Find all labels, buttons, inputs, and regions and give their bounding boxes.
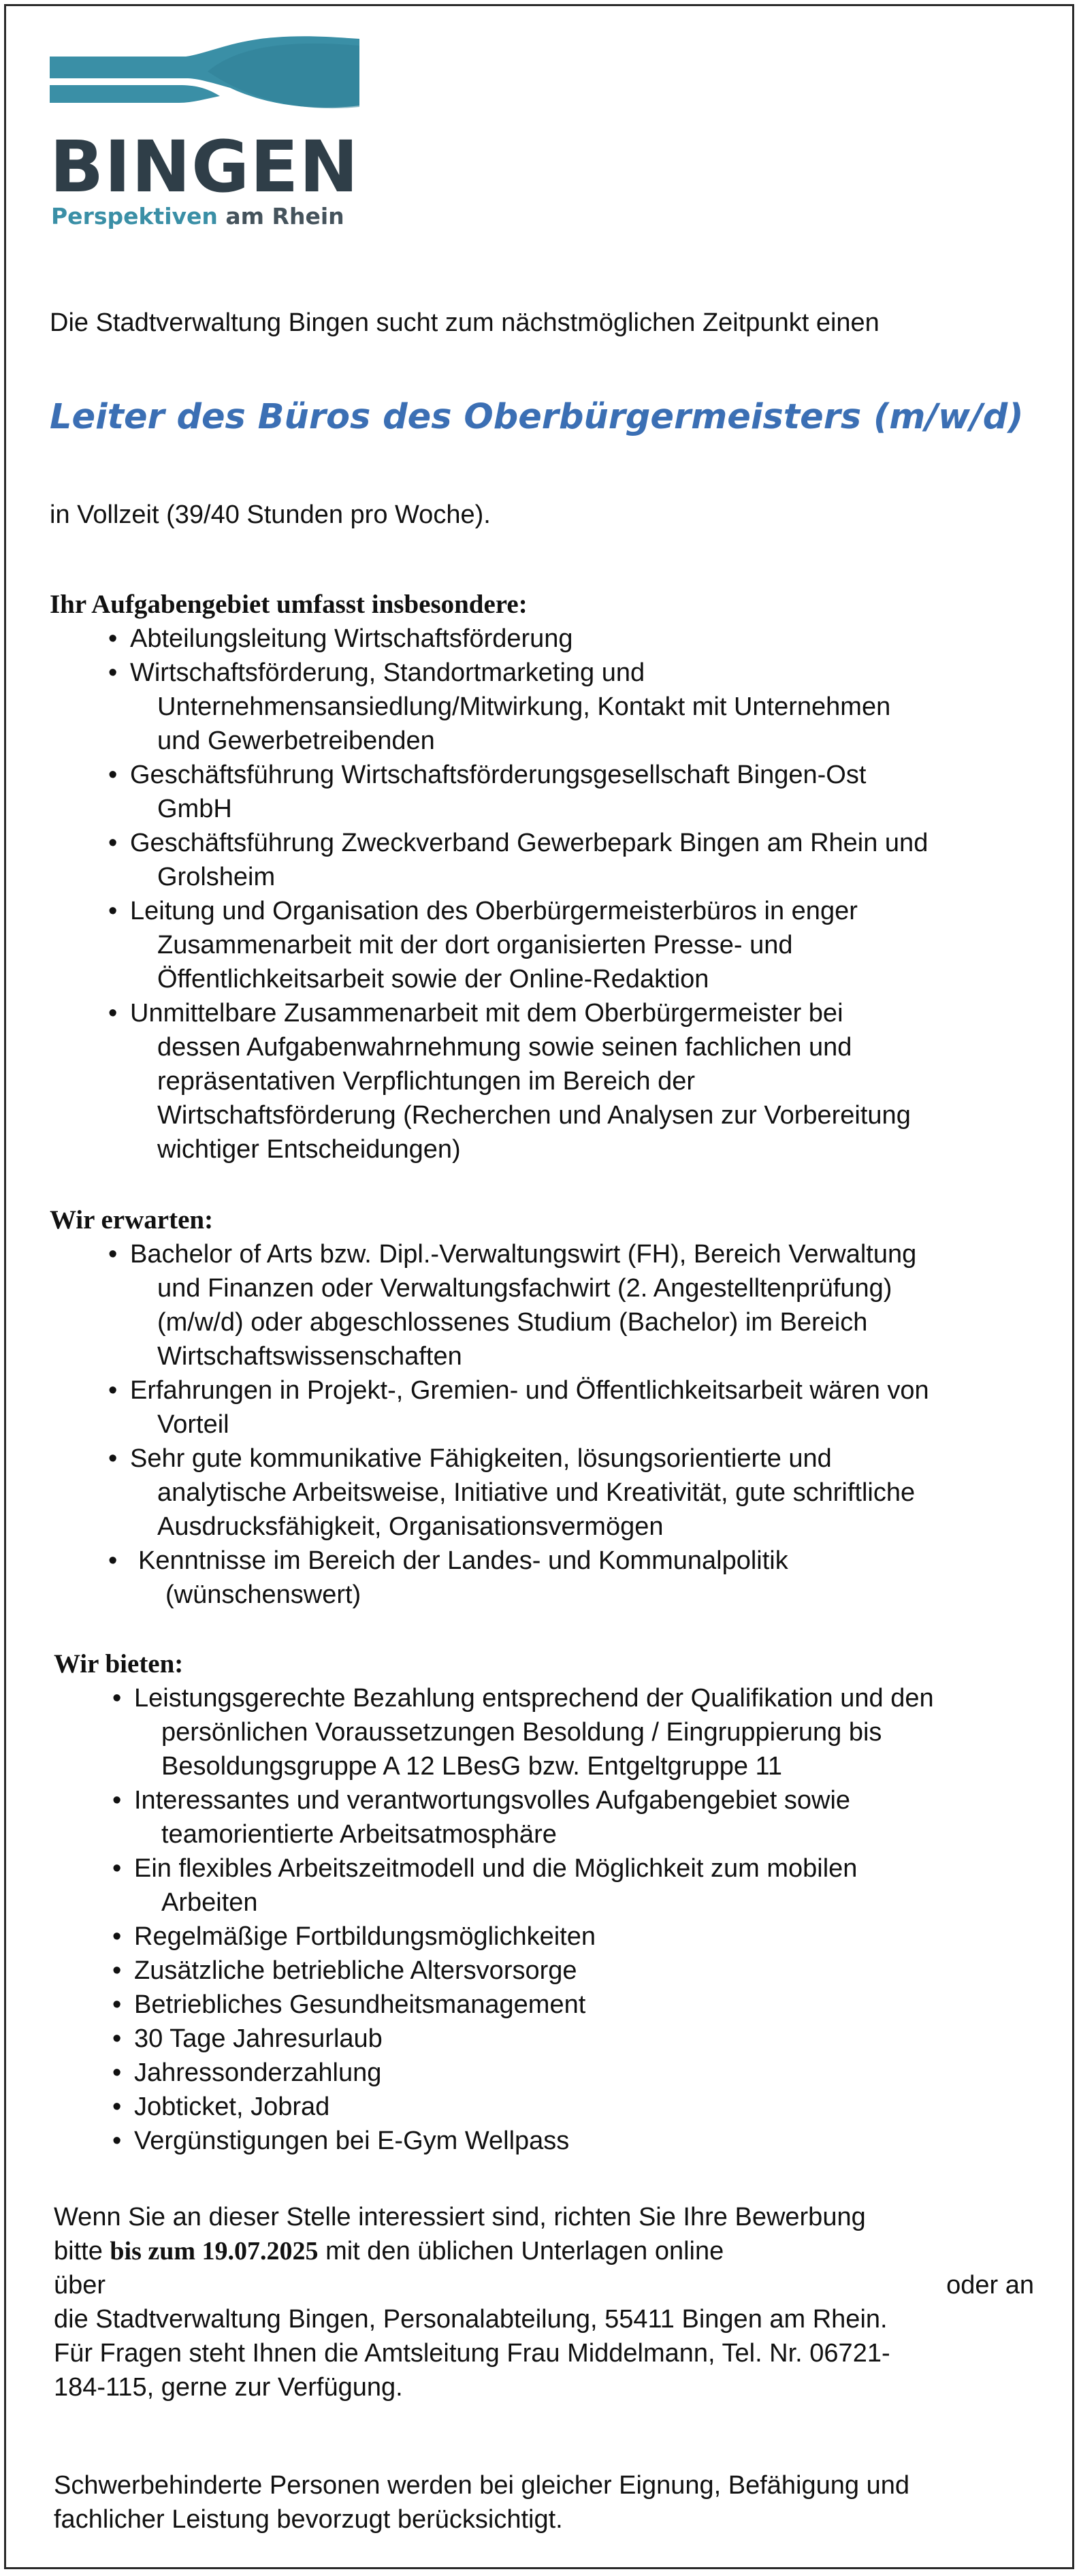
tasks-list xyxy=(108,622,1061,1166)
bingen-logo xyxy=(50,31,363,235)
expect-heading: Wir erwarten: xyxy=(50,1205,214,1235)
logo-swoosh-icon xyxy=(50,31,363,119)
expect-list xyxy=(108,1237,1061,1612)
application-line-2: bitte bis zum 19.07.2025 mit den üblichen Unterlagen online xyxy=(54,2237,724,2265)
application-line-1: Wenn Sie an dieser Stelle interessiert sind, richten Sie Ihre Bewerbung xyxy=(54,2203,866,2231)
list-item: • Leitung und Organisation des Oberbürgermeisterbüros in enger Zusammenarbeit mit der dort organisierten Presse- und Öffentlichkeitsarbeit sowie der Online-Redaktion xyxy=(108,897,858,993)
list-item: • 30 Tage Jahresurlaub xyxy=(112,2024,383,2053)
logo-tagline xyxy=(51,205,344,227)
application-alternative: oder an xyxy=(946,2271,1034,2300)
list-item: • Jahressonderzahlung xyxy=(112,2058,382,2087)
list-item: • Unmittelbare Zusammenarbeit mit dem Oberbürgermeister bei dessen Aufgabenwahrnehmung sowie seinen fachlichen und repräsentativen Verpflichtungen im Bereich der Wirtschaftsförderung (Recherchen und Analysen zur Vorbereitung wichtiger Entscheidungen) xyxy=(108,999,911,1164)
list-item: • Abteilungsleitung Wirtschaftsförderung xyxy=(108,624,573,653)
application-line-3: über oder an xyxy=(54,2268,1034,2302)
job-title: Leiter des Büros des Oberbürgermeisters (m/w/d) xyxy=(50,397,1024,437)
application-text xyxy=(54,2200,1034,2404)
list-item: • Geschäftsführung Zweckverband Gewerbepark Bingen am Rhein und Grolsheim xyxy=(108,829,929,891)
list-item: • Sehr gute kommunikative Fähigkeiten, lösungsorientierte und analytische Arbeitsweise, Initiative und Kreativität, gute schriftliche Ausdrucksfähigkeit, Organisationsvermögen xyxy=(108,1444,916,1541)
application-contact: Für Fragen steht Ihnen die Amtsleitung Frau Middelmann, Tel. Nr. 06721- xyxy=(54,2339,890,2368)
disability-notice: Schwerbehinderte Personen werden bei gleicher Eignung, Befähigung und fachlicher Leistung bevorzugt berücksichtigt. xyxy=(54,2471,909,2534)
list-item: • Betriebliches Gesundheitsmanagement xyxy=(112,1990,586,2019)
list-item: • Wirtschaftsförderung, Standortmarketing und Unternehmensansiedlung/Mitwirkung, Kontakt mit Unternehmen und Gewerbetreibenden xyxy=(108,658,891,755)
application-deadline: bis zum 19.07.2025 xyxy=(110,2237,319,2265)
list-item: • Geschäftsführung Wirtschaftsförderungsgesellschaft Bingen-Ost GmbH xyxy=(108,761,867,823)
intro-text: Die Stadtverwaltung Bingen sucht zum nächstmöglichen Zeitpunkt einen xyxy=(50,308,880,337)
offer-heading: Wir bieten: xyxy=(54,1649,184,1679)
list-item: • Jobticket, Jobrad xyxy=(112,2093,330,2121)
application-address: die Stadtverwaltung Bingen, Personalabteilung, 55411 Bingen am Rhein. xyxy=(54,2305,888,2334)
list-item: • Vergünstigungen bei E-Gym Wellpass xyxy=(112,2127,570,2155)
tasks-heading: Ihr Aufgabengebiet umfasst insbesondere: xyxy=(50,590,528,619)
job-posting xyxy=(4,4,1074,2569)
list-item: • Bachelor of Arts bzw. Dipl.-Verwaltungswirt (FH), Bereich Verwaltung und Finanzen oder Verwaltungsfachwirt (2. Angestelltenprüfung) (m/w/d) oder abgeschlossenes Studium (Bachelor) im Bereich Wirtschaftswissenschaften xyxy=(108,1240,917,1371)
list-item: • Zusätzliche betriebliche Altersvorsorge xyxy=(112,1956,577,1985)
list-item: • Regelmäßige Fortbildungsmöglichkeiten xyxy=(112,1922,596,1951)
list-item: • Interessantes und verantwortungsvolles Aufgabengebiet sowie teamorientierte Arbeitsatmosphäre xyxy=(112,1786,851,1849)
application-contact-cont: 184-115, gerne zur Verfügung. xyxy=(54,2373,403,2402)
logo-tagline-perspektiven: Perspektiven xyxy=(51,203,218,229)
list-item: • Kenntnisse im Bereich der Landes- und Kommunalpolitik (wünschenswert) xyxy=(108,1546,788,1609)
offer-list xyxy=(112,1681,1065,2158)
logo-tagline-am-rhein: am Rhein xyxy=(225,203,344,229)
list-item: • Leistungsgerechte Bezahlung entsprechend der Qualifikation und den persönlichen Voraussetzungen Besoldung / Eingruppierung bis Besoldungsgruppe A 12 LBesG bzw. Entgeltgruppe 11 xyxy=(112,1684,934,1781)
list-item: • Ein flexibles Arbeitszeitmodell und die Möglichkeit zum mobilen Arbeiten xyxy=(112,1854,858,1917)
employment-type: in Vollzeit (39/40 Stunden pro Woche). xyxy=(50,500,491,529)
logo-wordmark: BINGEN xyxy=(50,125,359,208)
list-item: • Erfahrungen in Projekt-, Gremien- und Öffentlichkeitsarbeit wären von Vorteil xyxy=(108,1376,929,1439)
